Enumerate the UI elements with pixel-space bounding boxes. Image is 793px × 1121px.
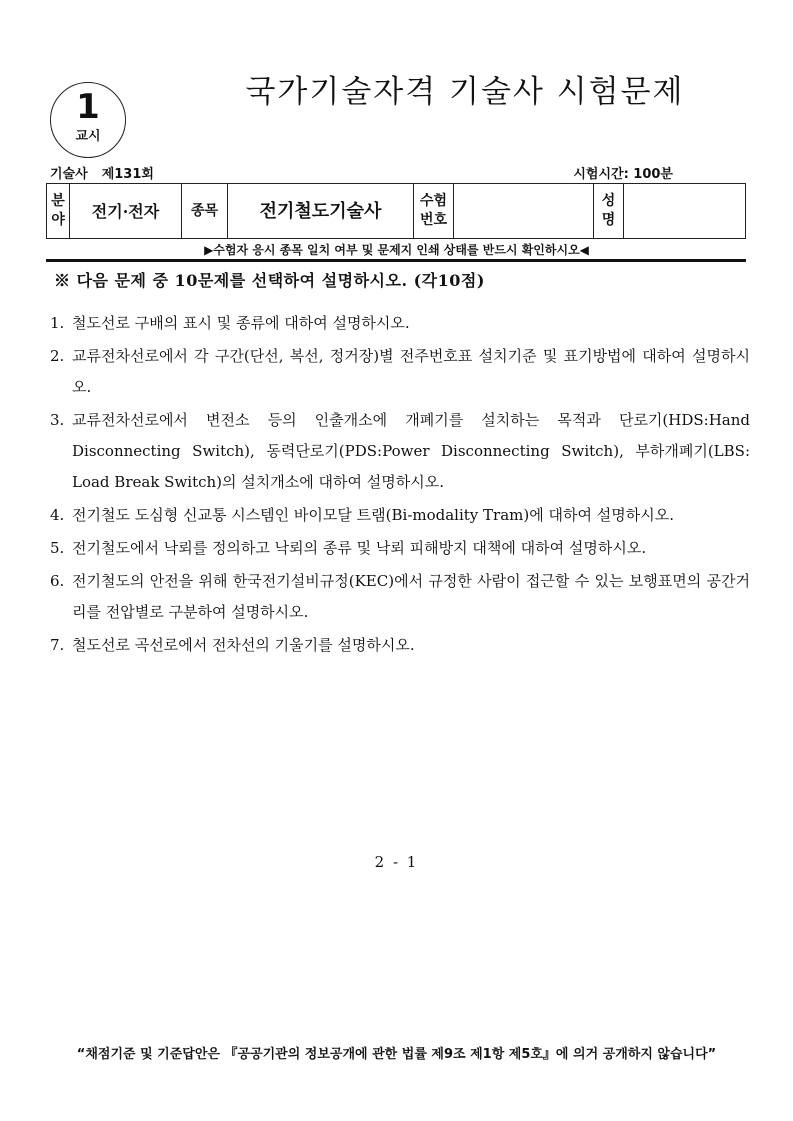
- question-item: [50, 341, 750, 403]
- question-item: [50, 533, 750, 564]
- page-number: 2 - 1: [374, 853, 419, 871]
- instructions: ※ 다음 문제 중 10문제를 선택하여 설명하시오. (각10점): [54, 271, 485, 290]
- field-label: 분 야: [47, 184, 70, 239]
- exam-round: [50, 163, 154, 182]
- examinee-number-label: 수험 번호: [414, 184, 454, 239]
- exam-info-table: [46, 183, 746, 239]
- divider: [46, 259, 746, 262]
- session-label: 교시: [75, 129, 101, 144]
- session-badge: [50, 82, 126, 158]
- question-item: [50, 630, 750, 661]
- examinee-number-field[interactable]: [454, 184, 594, 239]
- exam-duration: 시험시간: 100분: [573, 167, 673, 182]
- item-label: 종목: [182, 184, 228, 239]
- name-field[interactable]: [624, 184, 746, 239]
- question-number: 2.: [50, 347, 65, 365]
- question-number: 1.: [50, 314, 65, 332]
- question-text: 전기철도에서 낙뢰를 정의하고 낙뢰의 종류 및 낙뢰 피해방지 대책에 대하여 설명하시오.: [72, 539, 647, 557]
- question-item: [50, 308, 750, 339]
- question-text: 철도선로 구배의 표시 및 종류에 대하여 설명하시오.: [72, 314, 410, 332]
- session-number: 1: [76, 87, 100, 127]
- field-value: 전기·전자: [70, 184, 182, 239]
- question-list: [50, 308, 750, 663]
- disclaimer: “채점기준 및 기준답안은 『공공기관의 정보공개에 관한 법률 제9조 제1항 제5호』에 의거 공개하지 않습니다”: [76, 1047, 717, 1062]
- question-text: 교류전차선로에서 각 구간(단선, 복선, 정거장)별 전주번호표 설치기준 및 표기방법에 대하여 설명하시오.: [72, 347, 750, 396]
- question-item: [50, 566, 750, 628]
- question-text: 철도선로 곡선로에서 전차선의 기울기를 설명하시오.: [72, 636, 415, 654]
- name-label: 성 명: [594, 184, 624, 239]
- question-number: 5.: [50, 539, 65, 557]
- item-value: 전기철도기술사: [228, 184, 414, 239]
- question-text: 전기철도 도심형 신교통 시스템인 바이모달 트램(Bi-modality Tram)에 대하여 설명하시오.: [72, 506, 674, 524]
- question-text: 전기철도의 안전을 위해 한국전기설비규정(KEC)에서 규정한 사람이 접근할 수 있는 보행표면의 공간거리를 전압별로 구분하여 설명하시오.: [72, 572, 750, 621]
- question-number: 4.: [50, 506, 65, 524]
- question-number: 6.: [50, 572, 65, 590]
- page-title: 국가기술자격 기술사 시험문제: [245, 74, 685, 110]
- exam-notice: ▶수험자 응시 종목 일치 여부 및 문제지 인쇄 상태를 반드시 확인하시오◀: [204, 243, 589, 257]
- question-item: [50, 500, 750, 531]
- exam-round-number: 제131회: [101, 167, 154, 182]
- question-item: [50, 405, 750, 498]
- question-number: 7.: [50, 636, 65, 654]
- exam-category: 기술사: [50, 167, 88, 182]
- question-number: 3.: [50, 411, 65, 429]
- question-text: 교류전차선로에서 변전소 등의 인출개소에 개폐기를 설치하는 목적과 단로기(HDS:Hand Disconnecting Switch), 동력단로기(PDS:Power Disconnecting Switch), 부하개폐기(LBS: Load Break Switch)의 설치개소에 대하여 설명하시오.: [72, 411, 750, 491]
